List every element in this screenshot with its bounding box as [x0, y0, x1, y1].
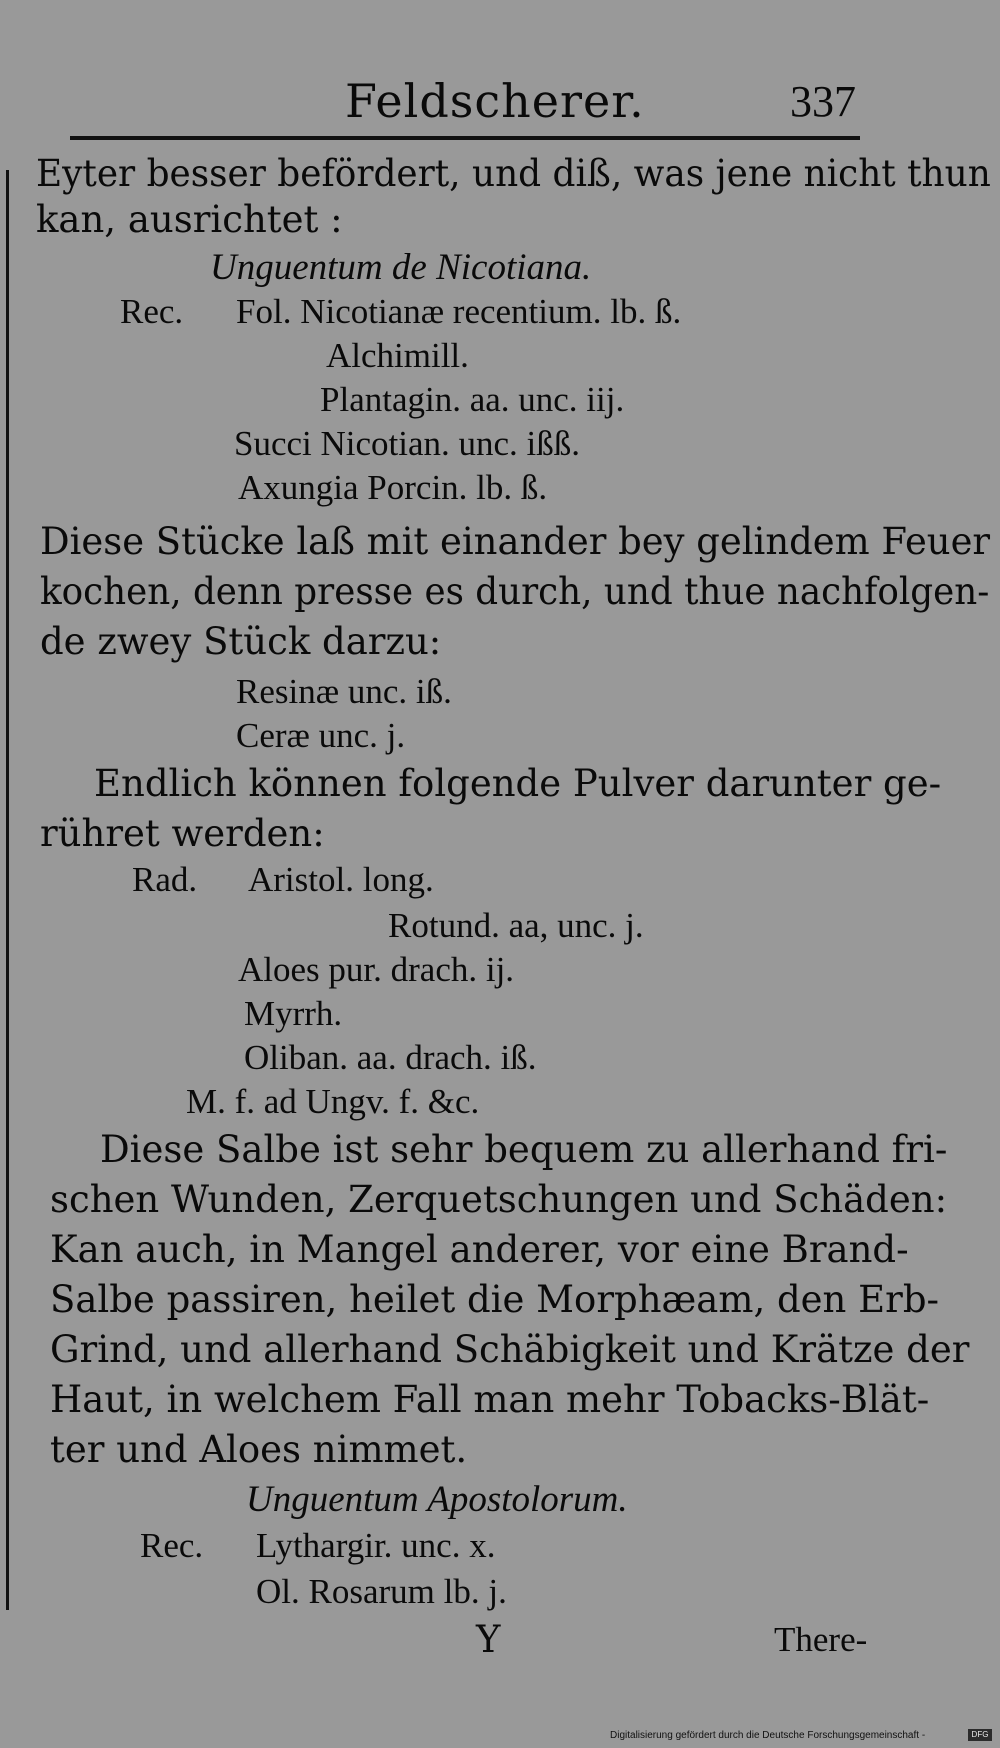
- text-line: Diese Salbe ist sehr bequem zu allerhand fri-: [100, 1128, 948, 1171]
- ingredient-line: Oliban. aa. drach. iß.: [244, 1038, 537, 1077]
- text-line: Salbe passiren, heilet die Morphæam, den Erb-: [50, 1278, 940, 1321]
- recipe-label: Rad.: [132, 860, 198, 899]
- signature-mark: Y: [476, 1618, 501, 1661]
- ingredient-line: Ceræ unc. j.: [236, 716, 406, 755]
- running-head: Feldscherer.: [345, 74, 645, 128]
- text-line: ter und Aloes nimmet.: [50, 1428, 468, 1471]
- text-line: Kan auch, in Mangel anderer, vor eine Brand-: [50, 1228, 909, 1271]
- recipe-label: Rec.: [140, 1526, 204, 1565]
- text-line: Diese Stücke laß mit einander bey gelindem Feuer: [40, 520, 991, 563]
- header-rule: [70, 136, 860, 140]
- text-line: Grind, und allerhand Schäbigkeit und Krätze der: [50, 1328, 970, 1371]
- page-spine-edge: [6, 170, 9, 1610]
- ingredient-line: Myrrh.: [244, 994, 343, 1033]
- ingredient-line: Alchimill.: [326, 336, 469, 375]
- ingredient-line: Resinæ unc. iß.: [236, 672, 452, 711]
- recipe-title: Unguentum de Nicotiana.: [210, 247, 592, 288]
- recipe-label: Rec.: [120, 292, 184, 331]
- dfg-logo: DFG: [968, 1729, 992, 1741]
- ingredient-line: Axungia Porcin. lb. ß.: [238, 468, 548, 507]
- page-number: 337: [790, 77, 856, 126]
- text-line: Haut, in welchem Fall man mehr Tobacks-Blät-: [50, 1378, 930, 1421]
- catchword: There-: [774, 1620, 868, 1659]
- ingredient-line: Succi Nicotian. unc. ißß.: [234, 424, 581, 463]
- digitization-credit: Digitalisierung gefördert durch die Deutsche Forschungsgemeinschaft -: [610, 1730, 926, 1741]
- ingredient-line: Ol. Rosarum lb. j.: [256, 1572, 507, 1611]
- text-line: Eyter besser befördert, und diß, was jene nicht thun: [36, 152, 991, 195]
- text-line: kochen, denn presse es durch, und thue nachfolgen-: [40, 570, 990, 613]
- ingredient-line: M. f. ad Ungv. f. &c.: [186, 1082, 480, 1121]
- text-line: schen Wunden, Zerquetschungen und Schäden:: [50, 1178, 948, 1221]
- ingredient-line: Fol. Nicotianæ recentium. lb. ß.: [236, 292, 682, 331]
- ingredient-line: Rotund. aa, unc. j.: [388, 906, 644, 945]
- ingredient-line: Aloes pur. drach. ij.: [238, 950, 515, 989]
- text-line: rühret werden:: [40, 812, 325, 855]
- text-line: Endlich können folgende Pulver darunter ge-: [94, 762, 942, 805]
- recipe-title: Unguentum Apostolorum.: [246, 1479, 628, 1520]
- ingredient-line: Lythargir. unc. x.: [256, 1526, 496, 1565]
- text-line: kan, ausrichtet :: [36, 198, 343, 241]
- ingredient-line: Plantagin. aa. unc. iij.: [320, 380, 625, 419]
- ingredient-line: Aristol. long.: [248, 860, 434, 899]
- text-line: de zwey Stück darzu:: [40, 620, 442, 663]
